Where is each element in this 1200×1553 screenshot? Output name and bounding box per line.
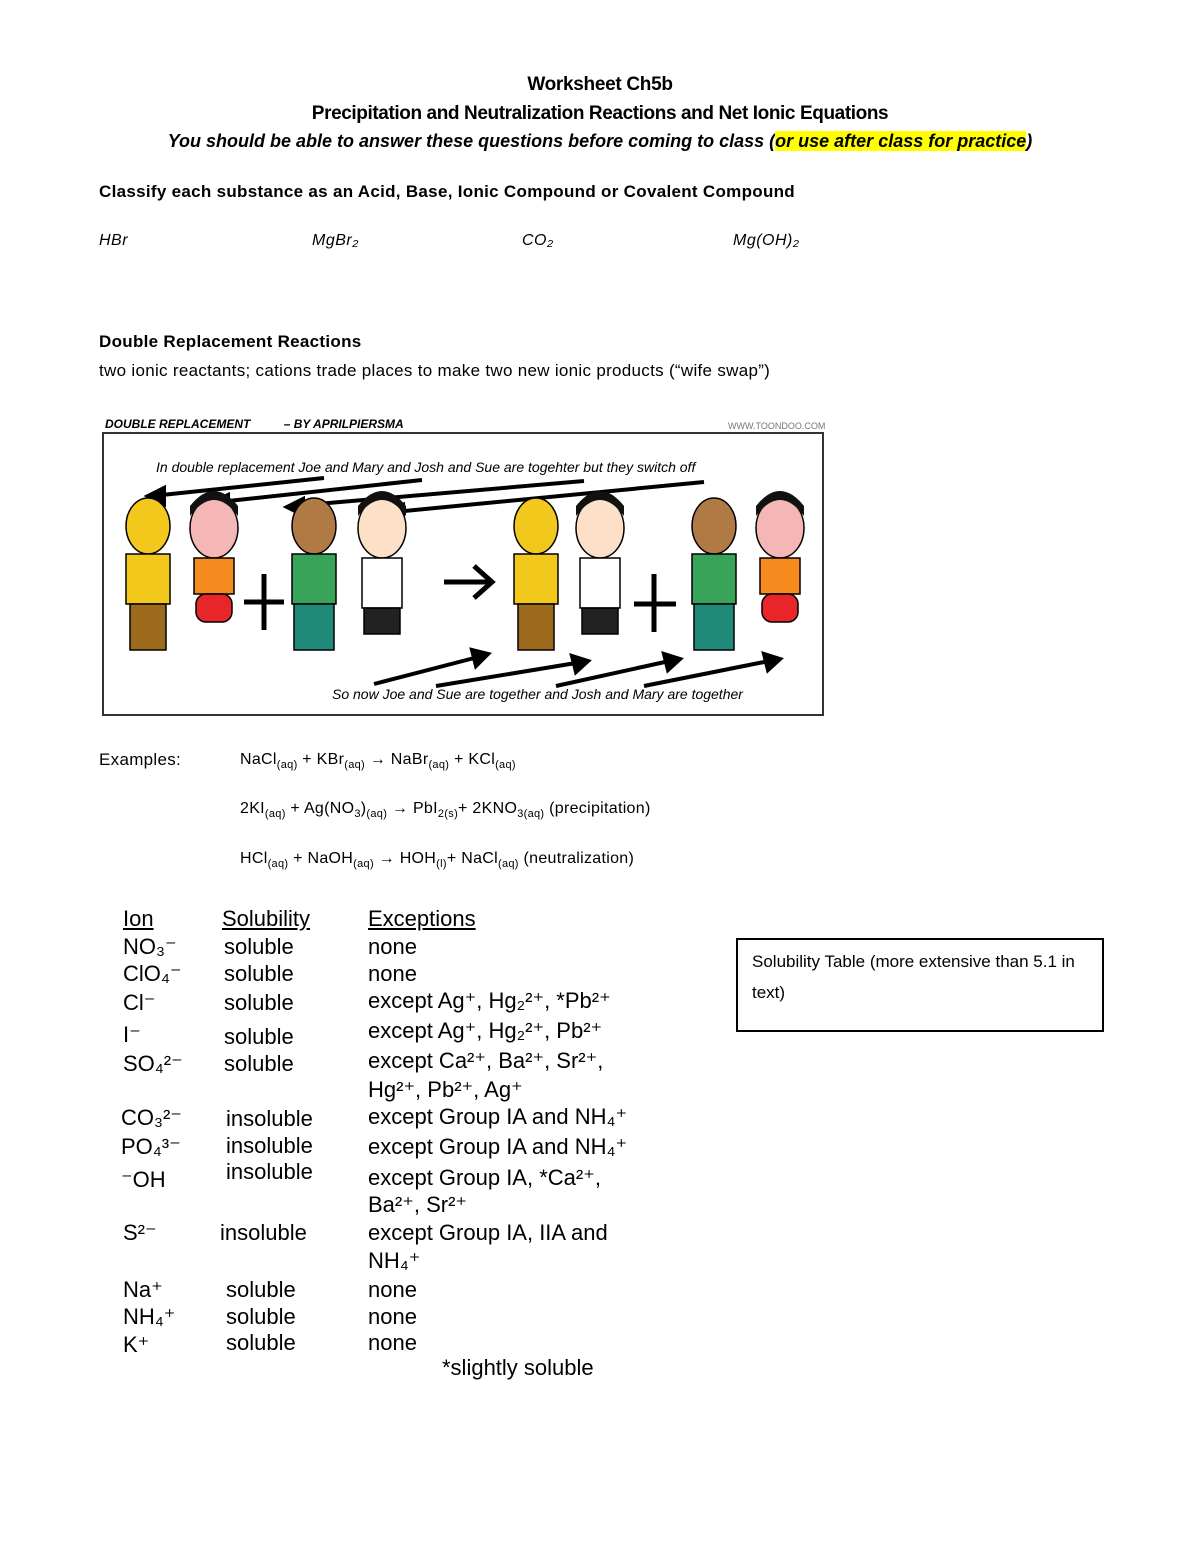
- double-replacement-heading: Double Replacement Reactions: [99, 332, 362, 351]
- sol-row-solubility: insoluble: [226, 1106, 313, 1131]
- classify-item-mgoh2: Mg(OH)₂: [733, 232, 800, 249]
- sol-header-ion: Ion: [123, 906, 154, 931]
- classify-heading: Classify each substance as an Acid, Base, Ionic Compound or Covalent Compound: [99, 182, 795, 201]
- sol-row-solubility: soluble: [224, 990, 294, 1015]
- solubility-callout: Solubility Table (more extensive than 5.1 in text): [736, 938, 1104, 1032]
- sol-row-ion: S²⁻: [123, 1220, 157, 1245]
- sol-row-exception: none: [368, 1277, 417, 1302]
- sol-row-exception: except Group IA, IIA and: [368, 1220, 608, 1245]
- sol-row-exception-cont: Hg²⁺, Pb²⁺, Ag⁺: [368, 1077, 523, 1102]
- person-sue-right: [576, 491, 624, 634]
- note-highlight: or use after class for practice: [775, 131, 1027, 151]
- cartoon-caption-top: In double replacement Joe and Mary and Josh and Sue are togehter but they switch off: [156, 459, 696, 475]
- sol-row-ion: I⁻: [123, 1022, 141, 1047]
- cartoon-site: WWW.TOONDOO.COM: [728, 421, 826, 431]
- sol-row-exception-cont: Ba²⁺, Sr²⁺: [368, 1192, 468, 1217]
- classify-item-mgbr2: MgBr₂: [312, 232, 359, 249]
- sol-row-exception: except Group IA, *Ca²⁺,: [368, 1165, 601, 1190]
- sol-row-ion: SO₄²⁻: [123, 1051, 183, 1076]
- sol-header-exceptions: Exceptions: [368, 906, 476, 931]
- note-end: ): [1026, 131, 1033, 151]
- sol-row-solubility: soluble: [224, 1024, 294, 1049]
- sol-row-ion: ClO₄⁻: [123, 961, 182, 986]
- sol-row-solubility: insoluble: [226, 1133, 313, 1158]
- sol-row-solubility: soluble: [226, 1304, 296, 1329]
- sol-row-ion: Cl⁻: [123, 990, 156, 1015]
- cartoon-panel: [102, 432, 824, 716]
- cartoon-title-left: DOUBLE REPLACEMENT: [105, 417, 251, 431]
- sol-row-exception: except Ag⁺, Hg₂²⁺, Pb²⁺: [368, 1018, 603, 1043]
- sol-row-exception: except Ag⁺, Hg₂²⁺, *Pb²⁺: [368, 988, 611, 1013]
- sol-row-solubility: soluble: [224, 961, 294, 986]
- worksheet-subtitle: Precipitation and Neutralization Reactions and Net Ionic Equations: [311, 103, 889, 124]
- sol-row-ion: NH₄⁺: [123, 1304, 176, 1329]
- cartoon-author: – BY APRILPIERSMA: [283, 417, 404, 431]
- sol-row-solubility: soluble: [226, 1330, 296, 1355]
- person-josh-left: [292, 498, 336, 650]
- sol-header-solubility: Solubility: [222, 906, 311, 931]
- sol-row-exception-cont: NH₄⁺: [368, 1248, 421, 1273]
- sol-row-exception: none: [368, 1330, 417, 1355]
- sol-row-solubility: soluble: [224, 1051, 294, 1076]
- sol-row-solubility: soluble: [224, 934, 294, 959]
- bottom-arrows: [374, 650, 780, 686]
- person-mary-right: [756, 491, 804, 622]
- examples-label: Examples:: [99, 750, 182, 769]
- note-main: You should be able to answer these questions before coming to class (: [167, 131, 776, 151]
- sol-row-exception: except Group IA and NH₄⁺: [368, 1104, 628, 1129]
- sol-row-ion: PO₄³⁻: [121, 1134, 181, 1159]
- sol-footnote: *slightly soluble: [442, 1355, 594, 1380]
- person-joe-left: [126, 498, 170, 650]
- sol-row-ion: NO₃⁻: [123, 934, 177, 959]
- classify-item-co2: CO₂: [522, 232, 554, 249]
- cartoon-caption-bottom: So now Joe and Sue are together and Josh and Mary are together: [332, 686, 743, 702]
- sol-row-exception: except Ca²⁺, Ba²⁺, Sr²⁺,: [368, 1048, 604, 1073]
- example-equation-1: NaCl$_{(aq)}$ + KBr$_{(aq)}$ → NaBr$_{(aq)}$ + KCl$_{(aq)}$: [240, 751, 516, 772]
- sol-row-exception: none: [368, 934, 417, 959]
- person-josh-right: [692, 498, 736, 650]
- sol-row-exception: none: [368, 1304, 417, 1329]
- sol-row-exception: none: [368, 961, 417, 986]
- cartoon-illustration: [104, 434, 822, 714]
- sol-row-ion: CO₃²⁻: [121, 1105, 182, 1130]
- worksheet-note: [0, 131, 1200, 152]
- cartoon-title: [105, 417, 404, 431]
- double-replacement-description: two ionic reactants; cations trade places to make two new ionic products (“wife swap”): [99, 361, 771, 380]
- sol-row-ion: Na⁺: [123, 1277, 163, 1302]
- person-sue-left: [358, 491, 406, 634]
- person-mary-left: [190, 491, 238, 622]
- sol-row-ion: K⁺: [123, 1332, 150, 1357]
- worksheet-title: Worksheet Ch5b: [527, 74, 673, 95]
- sol-row-ion: ⁻OH: [121, 1167, 166, 1192]
- sol-row-solubility: insoluble: [226, 1159, 313, 1184]
- sol-row-solubility: insoluble: [220, 1220, 307, 1245]
- example-equation-3: HCl$_{(aq)}$ + NaOH$_{(aq)}$ → $HOH_{(l)}+$ NaCl$_{(aq)}$ (neutralization): [240, 850, 635, 871]
- example-equation-2: $2KI_{(aq)} + Ag(NO_3)_{(aq)} \to PbI_{2(s)}+ 2KNO_{3(aq)}$ (precipitation): [240, 800, 651, 821]
- person-joe-right: [514, 498, 558, 650]
- classify-item-hbr: HBr: [99, 232, 129, 249]
- sol-row-exception: except Group IA and NH₄⁺: [368, 1134, 628, 1159]
- sol-row-solubility: soluble: [226, 1277, 296, 1302]
